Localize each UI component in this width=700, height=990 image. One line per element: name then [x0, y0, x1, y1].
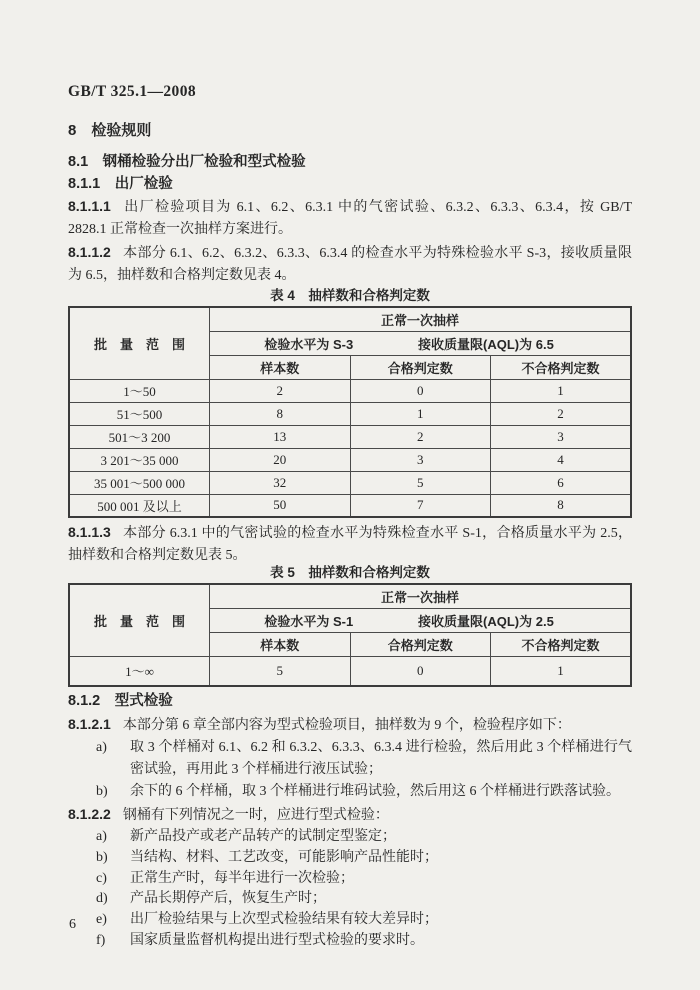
normal-sampling-header: 正常一次抽样 [210, 584, 632, 608]
batch-range-header: 批 量 范 围 [69, 307, 210, 379]
clause-text: 本部分第 6 章全部内容为型式检验项目，抽样数为 9 个，检验程序如下： [122, 718, 571, 733]
accept-number-header: 合格判定数 [350, 355, 491, 379]
inspection-level-label: 检验水平为 S-3 [264, 336, 354, 352]
sample-size-cell: 32 [210, 471, 351, 494]
list-item-text: 产品长期停产后，恢复生产时； [130, 891, 326, 907]
list-marker: b) [96, 849, 108, 865]
sample-size-cell: 2 [210, 379, 351, 402]
list-item-text: 余下的 6 个样桶，取 3 个样桶进行堆码试验，然后用这 6 个样桶进行跌落试验。 [130, 784, 620, 799]
list-item [68, 910, 632, 931]
accept-number-cell: 0 [350, 379, 491, 402]
list-marker: f) [96, 932, 106, 948]
clause-number: 8.1.2.2 [68, 806, 111, 822]
reject-number-cell: 4 [491, 448, 632, 471]
clause-number: 8.1.2.1 [68, 716, 111, 732]
clause-8-1-1-2 [68, 241, 632, 287]
level-aql-header [210, 608, 632, 632]
list-item [68, 737, 632, 781]
table5-caption: 表 5 抽样数和合格判定数 [270, 565, 430, 580]
accept-number-cell: 5 [350, 471, 491, 494]
list-item [68, 869, 632, 890]
list-marker: a) [96, 829, 107, 844]
list-item-text: 出厂检验结果与上次型式检验结果有较大差异时； [130, 912, 438, 928]
list-item-text: 新产品投产或老产品转产的试制定型鉴定； [130, 829, 396, 844]
sample-size-cell: 8 [210, 402, 351, 425]
batch-range-cell: 501～3 200 [69, 425, 210, 448]
reject-number-header: 不合格判定数 [491, 355, 632, 379]
clause-text: 本部分 6.3.1 中的气密试验的检查水平为特殊检查水平 S-1，合格质量水平为 2.5，抽样数和合格判定数见表 5。 [68, 526, 632, 563]
aql-label: 接收质量限(AQL)为 6.5 [418, 336, 554, 352]
reject-number-cell: 1 [491, 656, 632, 686]
clause-number: 8.1.1.2 [68, 244, 111, 260]
reject-number-cell: 3 [491, 425, 632, 448]
clause-text: 本部分 6.1、6.2、6.3.2、6.3.3、6.3.4 的检查水平为特殊检验水平 S-3，接收质量限为 6.5，抽样数和合格判定数见表 4。 [68, 246, 632, 283]
accept-number-cell: 7 [350, 494, 491, 517]
clause-text: 出厂检验项目为 6.1、6.2、6.3.1 中的气密试验、6.3.2、6.3.3、6.3.4，按 GB/T 2828.1 正常检查一次抽样方案进行。 [68, 200, 632, 237]
normal-sampling-header: 正常一次抽样 [210, 307, 632, 331]
table-row [69, 402, 631, 425]
sample-size-cell: 5 [210, 656, 351, 686]
list-item [68, 931, 632, 952]
list-marker: d) [96, 891, 108, 907]
accept-number-header: 合格判定数 [350, 632, 491, 656]
list-item [68, 889, 632, 910]
table4-sampling-acceptance [68, 306, 632, 518]
reject-number-cell: 6 [491, 471, 632, 494]
clause-number: 8.1.1.3 [68, 524, 111, 540]
page-number: 6 [69, 917, 76, 932]
batch-range-cell: 35 001～500 000 [69, 471, 210, 494]
aql-label: 接收质量限(AQL)为 2.5 [418, 613, 554, 629]
accept-number-cell: 1 [350, 402, 491, 425]
table-row [69, 379, 631, 402]
list-item-text: 正常生产时，每半年进行一次检验； [130, 870, 354, 886]
list-marker: b) [96, 784, 108, 799]
procedure-list [68, 737, 632, 803]
sample-size-header: 样本数 [210, 632, 351, 656]
section-8-1-1-heading: 8.1.1 出厂检验 [68, 176, 173, 192]
batch-range-cell: 51～500 [69, 402, 210, 425]
table5-sampling-acceptance [68, 583, 632, 687]
accept-number-cell: 3 [350, 448, 491, 471]
clause-number: 8.1.1.1 [68, 198, 111, 214]
reject-number-cell: 1 [491, 379, 632, 402]
table4-caption: 表 4 抽样数和合格判定数 [270, 288, 430, 303]
batch-range-cell: 500 001 及以上 [69, 494, 210, 517]
sample-size-header: 样本数 [210, 355, 351, 379]
sample-size-cell: 20 [210, 448, 351, 471]
list-item [68, 848, 632, 869]
clause-8-1-2-1 [68, 713, 632, 737]
section-8-heading: 8 检验规则 [68, 122, 152, 139]
section-8-1-2-heading: 8.1.2 型式检验 [68, 693, 173, 709]
clause-8-1-1-1 [68, 195, 632, 241]
reject-number-header: 不合格判定数 [491, 632, 632, 656]
list-item-text: 当结构、材料、工艺改变，可能影响产品性能时； [130, 849, 438, 865]
sample-size-cell: 50 [210, 494, 351, 517]
section-8-1-heading: 8.1 钢桶检验分出厂检验和型式检验 [68, 154, 306, 170]
list-marker: c) [96, 870, 107, 886]
batch-range-cell: 1～50 [69, 379, 210, 402]
reject-number-cell: 2 [491, 402, 632, 425]
accept-number-cell: 0 [350, 656, 491, 686]
batch-range-cell: 1～∞ [69, 656, 210, 686]
accept-number-cell: 2 [350, 425, 491, 448]
table-row [69, 656, 631, 686]
table-row [69, 494, 631, 517]
list-item-text: 取 3 个样桶对 6.1、6.2 和 6.3.2、6.3.3、6.3.4 进行检验，然后用此 3 个样桶进行气密试验，再用此 3 个样桶进行液压试验； [130, 740, 632, 777]
batch-range-cell: 3 201～35 000 [69, 448, 210, 471]
list-item [68, 827, 632, 848]
clause-text: 钢桶有下列情况之一时，应进行型式检验： [122, 808, 389, 823]
batch-range-header: 批 量 范 围 [69, 584, 210, 656]
list-marker: a) [96, 740, 107, 755]
inspection-level-label: 检验水平为 S-1 [264, 613, 354, 629]
table-row [69, 471, 631, 494]
clause-8-1-1-3 [68, 521, 632, 567]
sample-size-cell: 13 [210, 425, 351, 448]
level-aql-header [210, 331, 632, 355]
list-item [68, 781, 632, 803]
list-marker: e) [96, 912, 107, 928]
table-row [69, 425, 631, 448]
table-row [69, 448, 631, 471]
condition-list [68, 827, 632, 952]
list-item-text: 国家质量监督机构提出进行型式检验的要求时。 [130, 932, 424, 948]
doc-number: GB/T 325.1—2008 [68, 83, 197, 100]
reject-number-cell: 8 [491, 494, 632, 517]
clause-8-1-2-2 [68, 803, 632, 827]
